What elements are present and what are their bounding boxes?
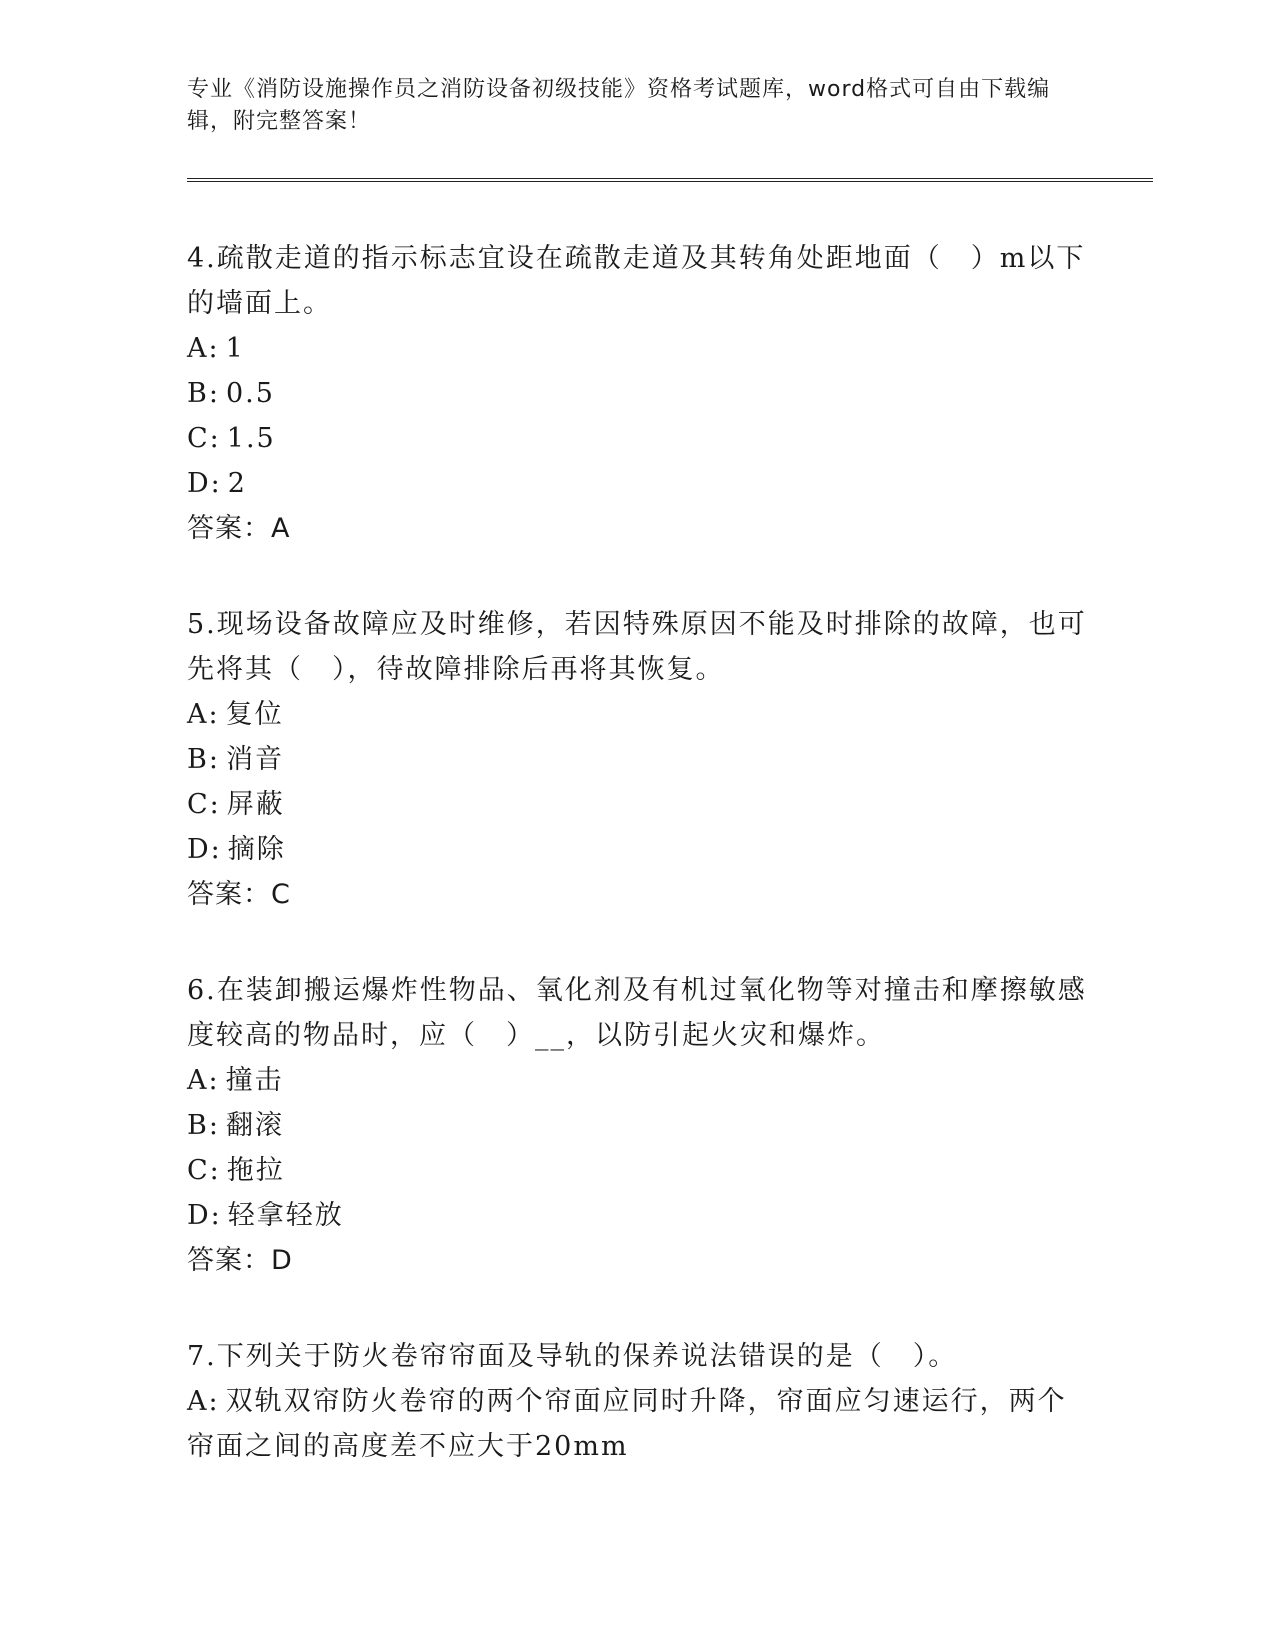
option-text: 轻拿轻放 [227,1200,344,1231]
option-text: 复位 [225,699,284,730]
option-label: B: [187,744,220,775]
option-label: C: [187,1155,221,1186]
option-c [187,782,1087,827]
option-label: A: [187,1386,220,1417]
answer-line: 答案：A [187,513,291,544]
header-divider [187,178,1153,182]
option-a [187,692,1087,737]
option-b [187,1103,1087,1148]
question-stem: 4.疏散走道的指示标志宜设在疏散走道及其转角处距地面（ ）m以下的墙面上。 [187,243,1086,319]
question-stem: 6.在装卸搬运爆炸性物品、氧化剂及有机过氧化物等对撞击和摩擦敏感度较高的物品时，应（ ）__，以防引起火灾和爆炸。 [187,975,1087,1051]
question-list [187,236,1087,1519]
question-6 [187,968,1087,1284]
option-label: A: [187,699,220,730]
option-label: B: [187,1110,220,1141]
option-text: 屏蔽 [226,789,285,820]
question-7 [187,1334,1087,1469]
option-label: D: [187,834,222,865]
option-c [187,416,1087,461]
option-c [187,1148,1087,1193]
option-text: 1.5 [226,423,276,454]
document-header: 专业《消防设施操作员之消防设备初级技能》资格考试题库，word格式可自由下载编辑，附完整答案！ [187,77,1051,134]
question-5 [187,602,1087,918]
option-label: A: [187,1065,220,1096]
option-d [187,827,1087,872]
option-text: 拖拉 [226,1155,285,1186]
option-label: B: [187,378,220,409]
option-a [187,1058,1087,1103]
option-b [187,371,1087,416]
option-text: 双轨双帘防火卷帘的两个帘面应同时升降，帘面应匀速运行，两个帘面之间的高度差不应大于20mm [187,1386,1067,1462]
answer-line: 答案：D [187,1245,293,1276]
option-d [187,1193,1087,1238]
option-text: 撞击 [225,1065,284,1096]
option-text: 消音 [225,744,284,775]
answer-line: 答案：C [187,879,291,910]
option-text: 2 [227,468,247,499]
option-a [187,326,1087,371]
option-a [187,1379,1087,1469]
option-label: C: [187,789,221,820]
option-text: 1 [225,333,245,364]
question-stem: 7.下列关于防火卷帘帘面及导轨的保养说法错误的是（ ）。 [187,1341,958,1372]
option-label: C: [187,423,221,454]
option-b [187,737,1087,782]
option-label: D: [187,1200,222,1231]
option-text: 摘除 [227,834,286,865]
option-text: 0.5 [225,378,275,409]
question-stem: 5.现场设备故障应及时维修，若因特殊原因不能及时排除的故障，也可先将其（ ），待故障排除后再将其恢复。 [187,609,1087,685]
question-4 [187,236,1087,552]
option-label: D: [187,468,222,499]
option-d [187,461,1087,506]
option-label: A: [187,333,220,364]
option-text: 翻滚 [225,1110,284,1141]
